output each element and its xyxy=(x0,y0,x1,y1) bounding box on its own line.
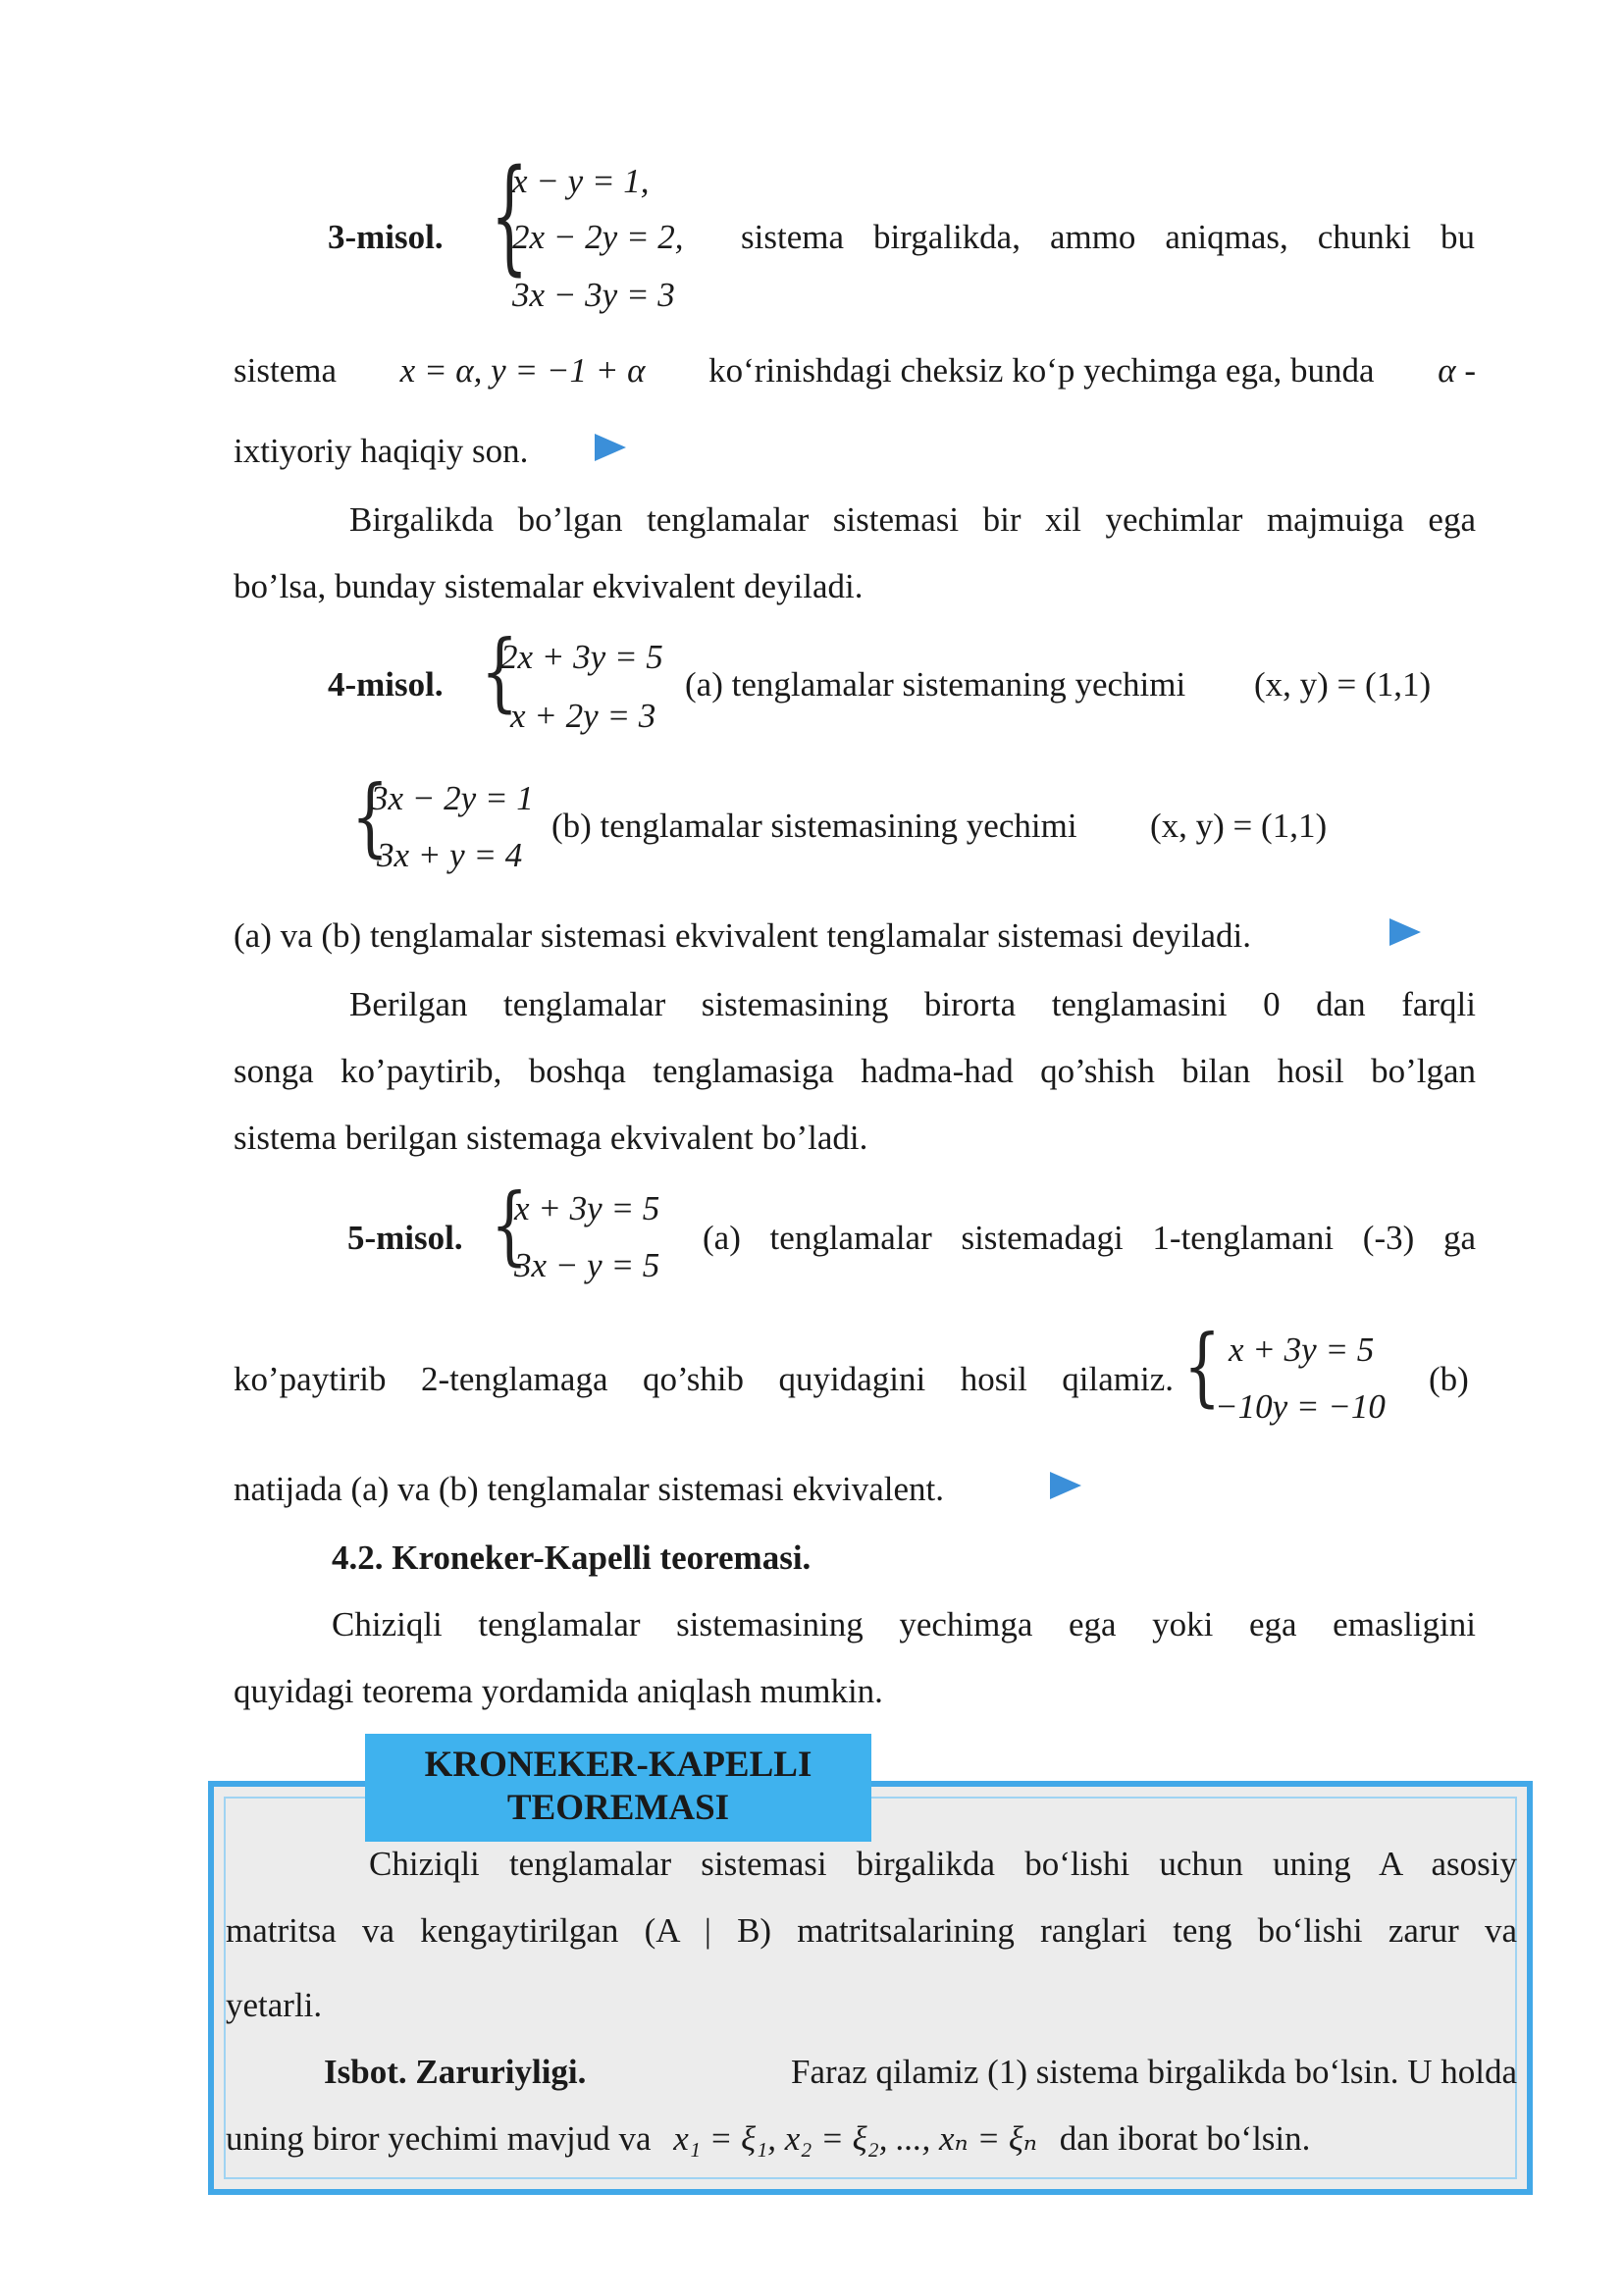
example-3-label: 3-misol. xyxy=(328,218,444,256)
system-brace: { xyxy=(481,622,519,723)
text-line: yetarli. xyxy=(226,1986,323,2024)
theorem-title-line: TEOREMASI xyxy=(506,1788,730,1828)
equation: 2x + 3y = 5 xyxy=(500,638,663,676)
equation: x + 3y = 5 xyxy=(1229,1330,1375,1369)
end-of-example-marker-icon xyxy=(1389,918,1421,946)
system-brace: { xyxy=(491,1175,529,1277)
text-line: sistema berilgan sistemaga ekvivalent bo’ladi. xyxy=(234,1119,868,1157)
text-fragment: uning biror yechimi mavjud va xyxy=(226,2119,652,2158)
equation-label: (b) xyxy=(1429,1360,1469,1398)
text-line: ixtiyoriy haqiqiy son. xyxy=(234,432,529,470)
text-line: Birgalikda bo’lgan tenglamalar sistemasi bir xil yechimlar majmuiga ega xyxy=(349,500,1476,539)
text-line: (a) va (b) tenglamalar sistemasi ekvivalent tenglamalar sistemasi deyiladi. xyxy=(234,916,1251,955)
end-of-example-marker-icon xyxy=(595,434,626,461)
theorem-title-line: KRONEKER-KAPELLI xyxy=(424,1745,812,1785)
equation: 3x − 2y = 1 xyxy=(371,779,534,817)
equation: x − y = 1, xyxy=(512,162,650,200)
text-line: sistema birgalikda, ammo aniqmas, chunki bu xyxy=(741,218,1475,256)
inline-formula: (x, y) = (1,1) xyxy=(1150,807,1328,845)
text-line: songa ko’paytirib, boshqa tenglamasiga hadma-had qo’shish bilan hosil bo’lgan xyxy=(234,1052,1476,1090)
text-line: bo’lsa, bunday sistemalar ekvivalent deyiladi. xyxy=(234,567,864,605)
text-line: natijada (a) va (b) tenglamalar sistemasi ekvivalent. xyxy=(234,1470,945,1508)
text-fragment: (a) tenglamalar sistemaning yechimi xyxy=(685,665,1186,704)
equation: 3x − y = 5 xyxy=(514,1246,660,1284)
example-4-label: 4-misol. xyxy=(328,665,444,704)
system-brace: { xyxy=(1183,1317,1222,1418)
equation: 3x − 3y = 3 xyxy=(512,276,675,314)
section-heading: 4.2. Kroneker-Kapelli teoremasi. xyxy=(332,1539,812,1577)
text-fragment: ko‘rinishdagi cheksiz ko‘p yechimga ega, bunda xyxy=(708,351,1375,390)
equation: x + 3y = 5 xyxy=(514,1189,660,1227)
text-line xyxy=(324,2053,1517,2092)
text-fragment: dan iborat bo‘lsin. xyxy=(1059,2119,1311,2158)
equation: x + 2y = 3 xyxy=(510,697,656,735)
text-line xyxy=(226,2119,1310,2159)
text-line: Chiziqli tenglamalar sistemasi birgalikda bo‘lishi uchun uning A asosiy xyxy=(369,1845,1517,1883)
text-line: ko’paytirib 2-tenglamaga qo’shib quyidagini hosil qilamiz. xyxy=(234,1360,1174,1398)
inline-formula: x = α, y = −1 + α xyxy=(399,351,646,390)
text-line: Berilgan tenglamalar sistemasining birorta tenglamasini 0 dan farqli xyxy=(349,985,1476,1023)
proof-label: Isbot. Zaruriyligi. xyxy=(324,2053,587,2091)
text-line xyxy=(234,351,1476,391)
inline-formula: α - xyxy=(1438,351,1476,390)
text-line: matritsa va kengaytirilgan (A | B) matritsalarining ranglari teng bo‘lishi zarur va xyxy=(226,1911,1517,1950)
text-line: quyidagi teorema yordamida aniqlash mumkin. xyxy=(234,1672,883,1710)
equation: −10y = −10 xyxy=(1215,1387,1386,1426)
text-line: (a) tenglamalar sistemadagi 1-tenglamani (-3) ga xyxy=(703,1219,1476,1257)
system-brace: { xyxy=(351,767,390,868)
text-fragment: Faraz qilamiz (1) sistema birgalikda bo‘lsin. U holda xyxy=(790,2053,1517,2091)
text-line: Chiziqli tenglamalar sistemasining yechimga ega yoki ega emasligini xyxy=(332,1605,1476,1643)
example-5-label: 5-misol. xyxy=(347,1219,463,1257)
system-brace: { xyxy=(491,144,529,289)
text-fragment: sistema xyxy=(234,351,337,390)
end-of-example-marker-icon xyxy=(1050,1472,1081,1499)
equation: 3x + y = 4 xyxy=(377,836,523,874)
inline-formula: (x, y) = (1,1) xyxy=(1254,665,1432,704)
theorem-title xyxy=(365,1734,871,1842)
text-fragment: (b) tenglamalar sistemasining yechimi xyxy=(551,807,1077,845)
equation: 2x − 2y = 2, xyxy=(512,218,684,256)
inline-formula: x₁ = ξ₁, x₂ = ξ₂, ..., xₙ = ξₙ xyxy=(673,2119,1037,2158)
